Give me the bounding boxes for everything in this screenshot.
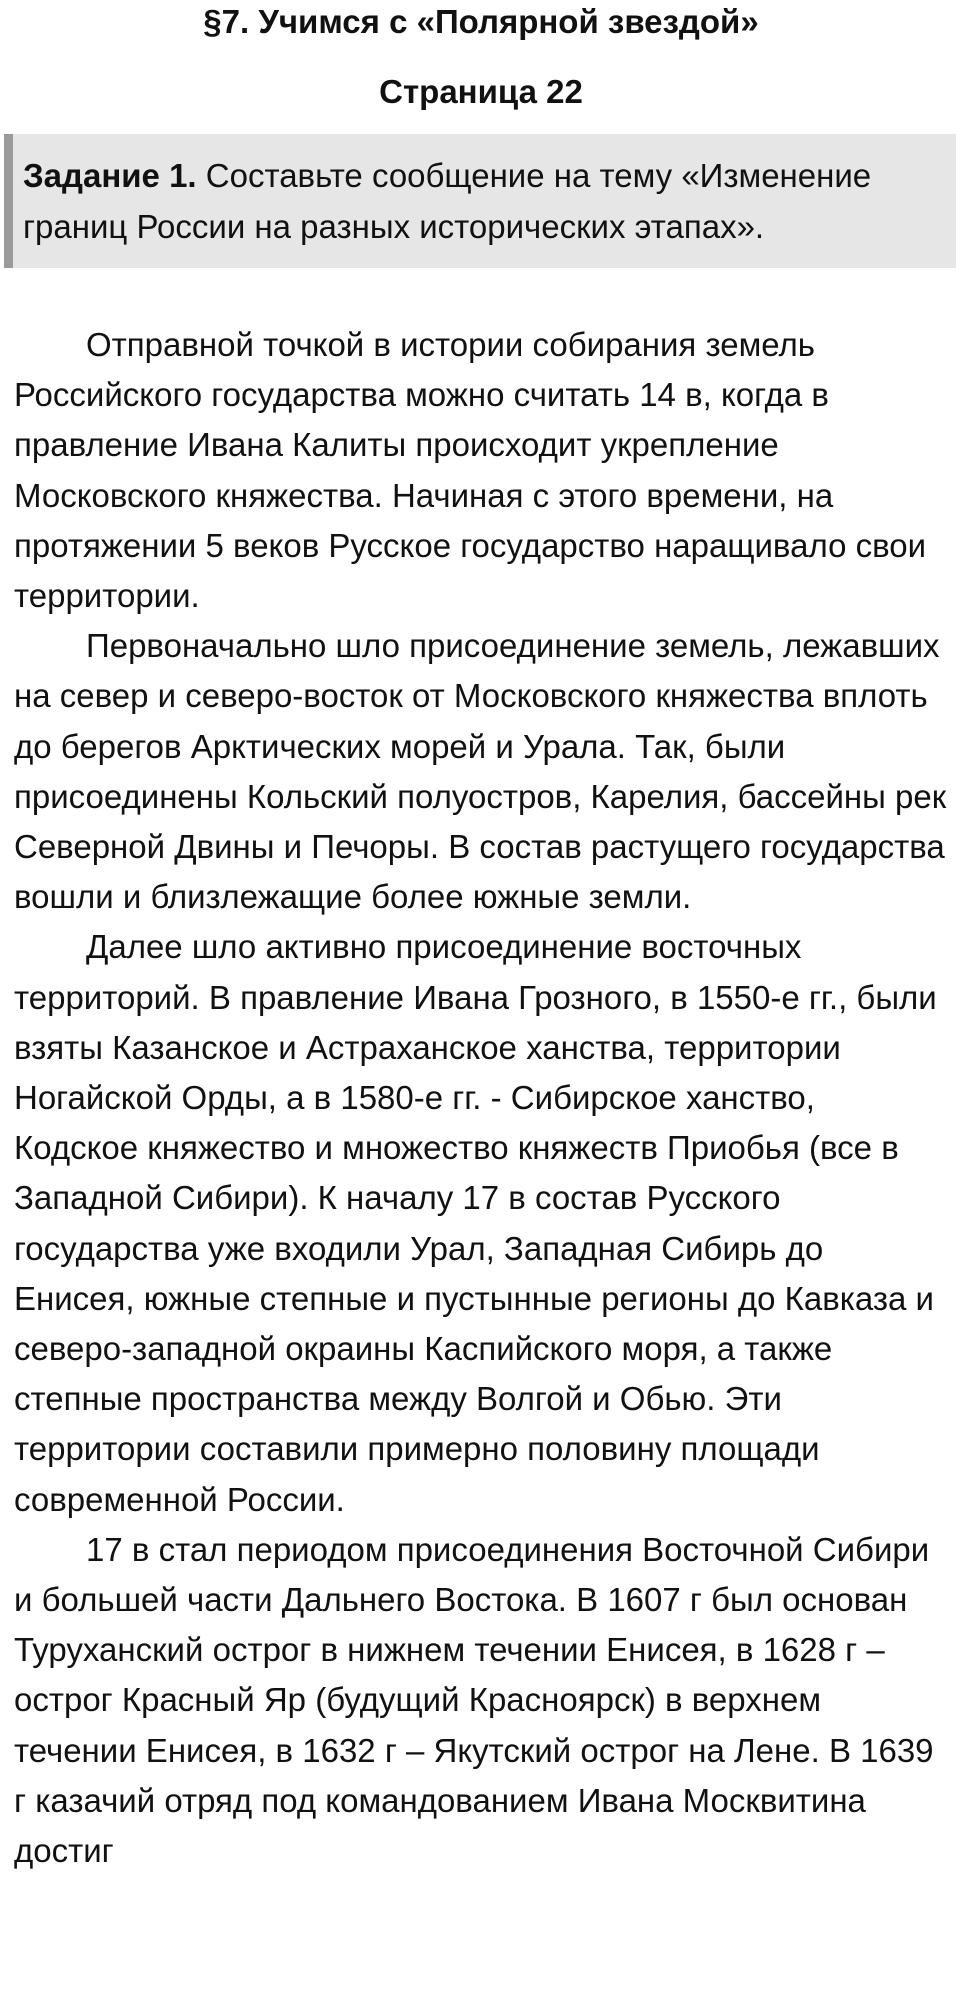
section-title: §7. Учимся с «Полярной звездой» xyxy=(203,3,759,40)
answer-text xyxy=(14,320,948,1876)
task-label: Задание 1. xyxy=(23,157,197,194)
answer-paragraph-1: Отправной точкой в истории собирания земель Российского государства можно считать 14 в, когда в правление Ивана Калиты происходит укрепление Московского княжества. Начиная с этого времени, на протяжении 5 веков Русское государство наращивало свои территории. xyxy=(14,326,927,615)
page-number: Страница 22 xyxy=(379,73,583,110)
answer-paragraph-2: Первоначально шло присоединение земель, лежавших на север и северо-восток от Московского княжества вплоть до берегов Арктических морей и Урала. Так, были присоединены Кольский полуостров, Карелия, бассейны рек Северной Двины и Печоры. В состав растущего государства вошли и близлежащие более южные земли. xyxy=(14,627,947,916)
answer-paragraph-3: Далее шло активно присоединение восточных территорий. В правление Ивана Грозного, в 1550-е гг., были взяты Казанское и Астраханское ханства, территории Ногайской Орды, а в 1580-е гг. - Сибирское ханство, Кодское княжество и множество княжеств Приобья (все в Западной Сибири). К началу 17 в состав Русского государства уже входили Урал, Западная Сибирь до Енисея, южные степные и пустынные регионы до Кавказа и северо-западной окраины Каспийского моря, а также степные пространства между Волгой и Обью. Эти территории составили примерно половину площади современной России. xyxy=(14,928,937,1518)
task-box xyxy=(4,134,956,268)
task-text: Составьте сообщение на тему «Изменение границ России на разных исторических этапах». xyxy=(23,157,872,245)
answer-paragraph-4: 17 в стал периодом присоединения Восточной Сибири и большей части Дальнего Востока. В 1607 г был основан Туруханский острог в нижнем течении Енисея, в 1628 г – острог Красный Яр (будущий Красноярск) в верхнем течении Енисея, в 1632 г – Якутский острог на Лене. В 1639 г казачий отряд под командованием Ивана Москвитина достиг xyxy=(14,1530,934,1870)
